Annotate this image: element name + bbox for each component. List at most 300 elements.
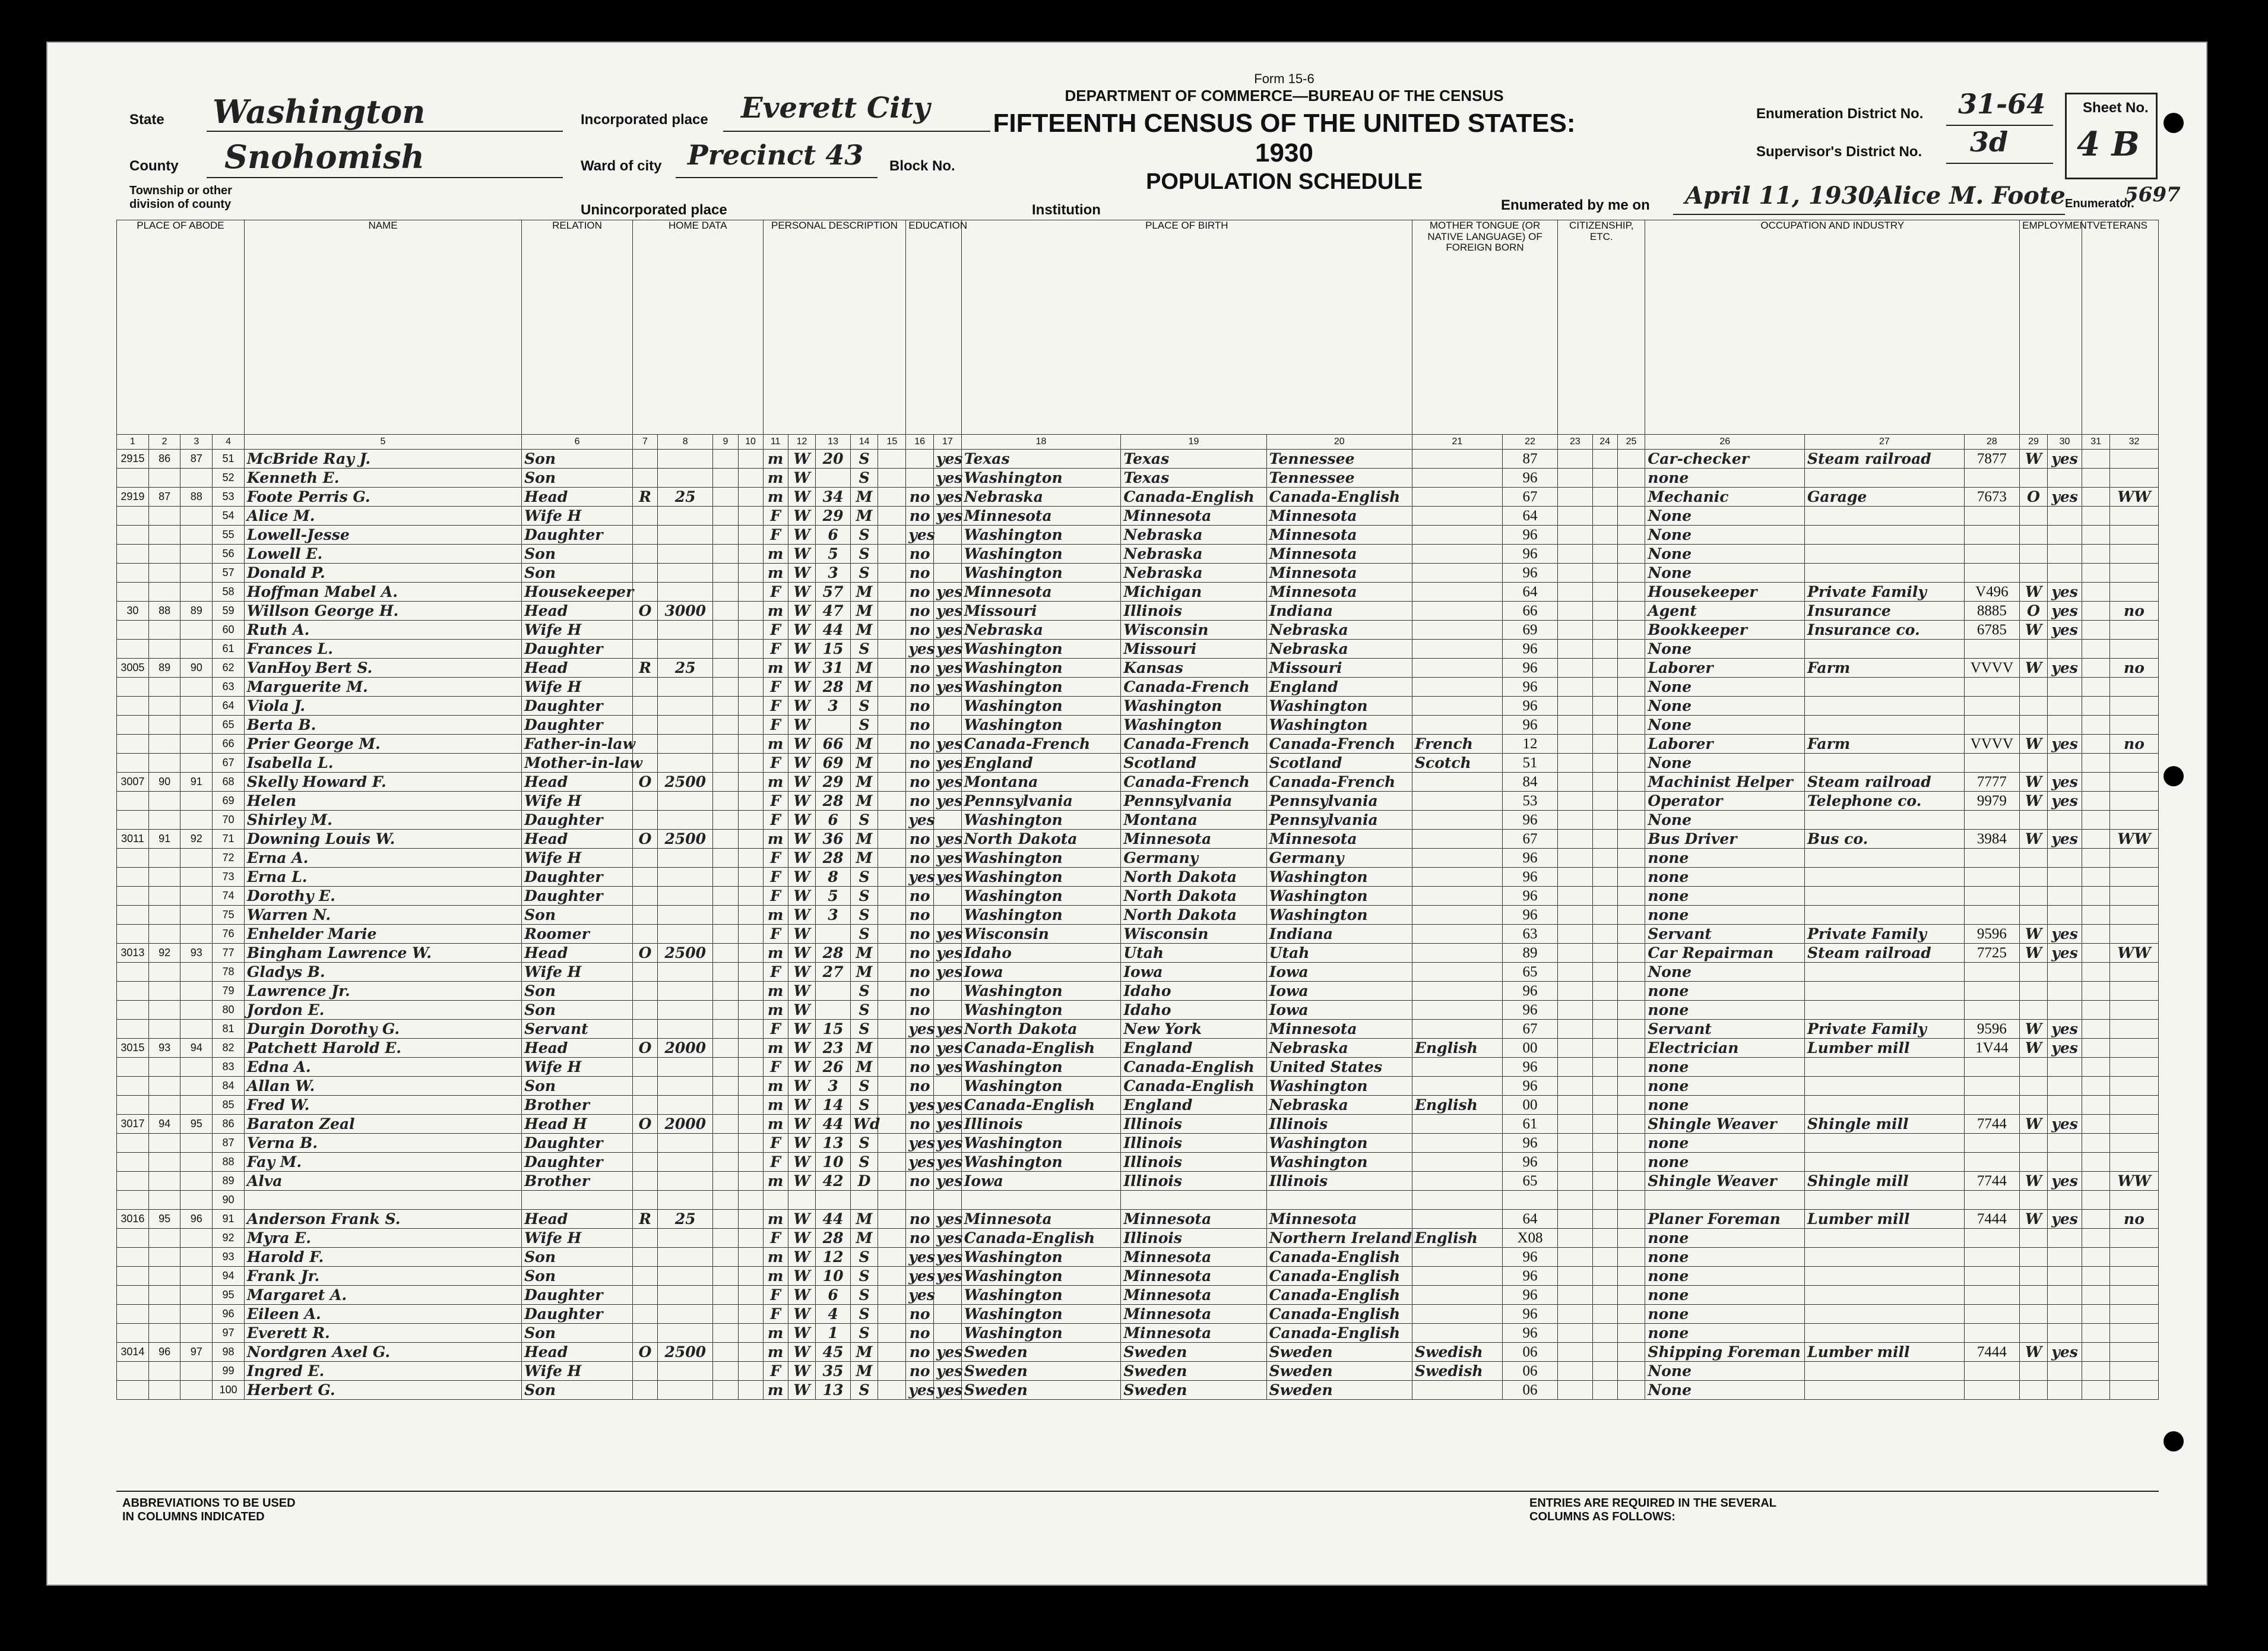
cell-empty: [1558, 1286, 1592, 1305]
cell-ind: Garage: [1805, 488, 1965, 507]
cell-street: [117, 697, 149, 716]
cell-empty: [2082, 868, 2110, 887]
cell-code: 96: [1502, 1267, 1557, 1286]
cell-dw: [148, 1020, 180, 1039]
cell-race: W: [788, 1229, 816, 1248]
cell-empty: [1592, 1134, 1617, 1153]
cell-mar: [850, 1191, 878, 1210]
cell-home: [632, 1172, 657, 1191]
cell-emp: yes: [2047, 1020, 2082, 1039]
cell-empty: [1592, 1381, 1617, 1400]
cell-dw: [148, 1286, 180, 1305]
cell-home: [632, 1134, 657, 1153]
cell-pb: Washington: [961, 1324, 1121, 1343]
table-row: [117, 1381, 2159, 1400]
cell-name: Downing Louis W.: [244, 830, 521, 849]
cell-home: [632, 450, 657, 469]
cell-ocode: [1964, 1058, 2019, 1077]
cell-emp: [2047, 716, 2082, 735]
cell-ind: Steam railroad: [1805, 944, 1965, 963]
cell-val: 2000: [658, 1039, 713, 1058]
cell-occ: none: [1645, 868, 1805, 887]
cell-sch: no: [906, 849, 934, 868]
cell-empty: [1617, 868, 1645, 887]
cell-ind: Private Family: [1805, 583, 1965, 602]
cell-age: 28: [816, 944, 850, 963]
cell-cls: [2020, 1267, 2048, 1286]
enumerated-line: [1673, 214, 2065, 215]
cell-empty: [2082, 811, 2110, 830]
cell-street: [117, 849, 149, 868]
cell-sch: yes: [906, 1020, 934, 1039]
table-row: [117, 1039, 2159, 1058]
cell-occ: Servant: [1645, 925, 1805, 944]
cell-dw: [148, 754, 180, 773]
township-label: Township or other division of county: [129, 184, 232, 211]
cell-val: [658, 678, 713, 697]
cell-mar: S: [850, 469, 878, 488]
cell-val: [658, 1153, 713, 1172]
cell-rel: Wife H: [522, 849, 633, 868]
cell-street: [117, 545, 149, 564]
cell-empty: [2082, 488, 2110, 507]
cell-pb: Canada-French: [961, 735, 1121, 754]
cell-occ: None: [1645, 526, 1805, 545]
cell-race: W: [788, 925, 816, 944]
cell-empty: [2082, 849, 2110, 868]
cell-street: [117, 735, 149, 754]
incorporated-line: [723, 131, 990, 132]
cell-code: 84: [1502, 773, 1557, 792]
cell-pb: Washington: [961, 1058, 1121, 1077]
education-header: EDUCATION: [906, 220, 961, 435]
cell-sch: no: [906, 792, 934, 811]
cell-sex: m: [763, 830, 788, 849]
cell-read: [933, 1077, 961, 1096]
cell-read: [933, 811, 961, 830]
cell-val: 2000: [658, 1115, 713, 1134]
cell-name: Willson George H.: [244, 602, 521, 621]
cell-code: 96: [1502, 1286, 1557, 1305]
cell-empty: [738, 735, 763, 754]
cell-name: Everett R.: [244, 1324, 521, 1343]
cell-tongue: [1412, 1134, 1502, 1153]
cell-empty: [2082, 697, 2110, 716]
cell-occ: Shingle Weaver: [1645, 1172, 1805, 1191]
cell-empty: [738, 1248, 763, 1267]
cell-empty: [1617, 792, 1645, 811]
cell-mar: M: [850, 488, 878, 507]
cell-race: W: [788, 697, 816, 716]
cell-name: Skelly Howard F.: [244, 773, 521, 792]
cell-race: W: [788, 1286, 816, 1305]
cell-empty: [738, 640, 763, 659]
cell-empty: [713, 811, 738, 830]
cell-pb: Canada-English: [961, 1096, 1121, 1115]
cell-empty: [878, 1020, 906, 1039]
cell-vet: [2109, 526, 2158, 545]
cell-empty: [1558, 1191, 1592, 1210]
cell-empty: [1592, 640, 1617, 659]
cell-mar: S: [850, 1381, 878, 1400]
table-row: [117, 906, 2159, 925]
cell-ind: [1805, 1229, 1965, 1248]
cell-street: [117, 564, 149, 583]
cell-vet: [2109, 697, 2158, 716]
cell-sch: no: [906, 1172, 934, 1191]
cell-home: [632, 963, 657, 982]
cell-mb: Iowa: [1266, 1001, 1412, 1020]
cell-street: [117, 1153, 149, 1172]
cell-empty: [1617, 640, 1645, 659]
cell-sex: F: [763, 754, 788, 773]
cell-empty: [2082, 602, 2110, 621]
cell-age: 8: [816, 868, 850, 887]
cell-sch: no: [906, 564, 934, 583]
cell-dw: [148, 735, 180, 754]
cell-empty: [1558, 849, 1592, 868]
cell-mar: M: [850, 602, 878, 621]
cell-emp: [2047, 1286, 2082, 1305]
cell-read: yes: [933, 925, 961, 944]
cell-fb: Nebraska: [1121, 564, 1266, 583]
cell-cls: W: [2020, 1020, 2048, 1039]
cell-sex: m: [763, 1343, 788, 1362]
cell-fam: 93: [180, 944, 213, 963]
cell-n: 95: [213, 1286, 245, 1305]
cell-empty: [1558, 507, 1592, 526]
cell-empty: [2082, 754, 2110, 773]
cell-empty: [738, 1077, 763, 1096]
cell-val: 2500: [658, 830, 713, 849]
cell-race: W: [788, 1020, 816, 1039]
cell-race: W: [788, 1343, 816, 1362]
cell-read: yes: [933, 754, 961, 773]
cell-fam: [180, 963, 213, 982]
cell-val: [658, 526, 713, 545]
cell-empty: [713, 792, 738, 811]
cell-sch: no: [906, 982, 934, 1001]
cell-fam: [180, 1381, 213, 1400]
cell-empty: [2082, 1362, 2110, 1381]
cell-sch: [906, 1191, 934, 1210]
cell-sex: m: [763, 1267, 788, 1286]
cell-sex: m: [763, 982, 788, 1001]
cell-sch: no: [906, 1343, 934, 1362]
cell-empty: [1592, 488, 1617, 507]
cell-empty: [1617, 1172, 1645, 1191]
cell-pb: Washington: [961, 659, 1121, 678]
cell-pb: North Dakota: [961, 1020, 1121, 1039]
cell-emp: yes: [2047, 1039, 2082, 1058]
cell-ind: [1805, 906, 1965, 925]
column-number: 31: [2082, 435, 2110, 450]
cell-age: 44: [816, 1115, 850, 1134]
cell-code: 96: [1502, 1324, 1557, 1343]
cell-n: 91: [213, 1210, 245, 1229]
cell-empty: [1558, 621, 1592, 640]
cell-empty: [1617, 583, 1645, 602]
cell-code: 96: [1502, 849, 1557, 868]
cell-emp: [2047, 1324, 2082, 1343]
cell-age: 45: [816, 1343, 850, 1362]
cell-sch: no: [906, 906, 934, 925]
cell-fam: [180, 849, 213, 868]
table-row: [117, 1153, 2159, 1172]
cell-n: 72: [213, 849, 245, 868]
cell-empty: [713, 1362, 738, 1381]
column-number: 12: [788, 435, 816, 450]
table-row: [117, 830, 2159, 849]
cell-empty: [1617, 887, 1645, 906]
cell-empty: [1592, 602, 1617, 621]
cell-emp: [2047, 1362, 2082, 1381]
veterans-header: VETERANS: [2082, 220, 2159, 435]
cell-vet: [2109, 678, 2158, 697]
cell-empty: [713, 887, 738, 906]
cell-rel: Son: [522, 1267, 633, 1286]
cell-name: Gladys B.: [244, 963, 521, 982]
cell-empty: [878, 1286, 906, 1305]
cell-pb: England: [961, 754, 1121, 773]
table-row: [117, 1096, 2159, 1115]
cell-dw: 96: [148, 1343, 180, 1362]
cell-empty: [2082, 944, 2110, 963]
cell-mb: Missouri: [1266, 659, 1412, 678]
cell-age: 29: [816, 507, 850, 526]
cell-ind: Shingle mill: [1805, 1115, 1965, 1134]
cell-mb: Canada-English: [1266, 1305, 1412, 1324]
cell-read: [933, 1305, 961, 1324]
cell-pb: Washington: [961, 887, 1121, 906]
cell-code: 65: [1502, 1172, 1557, 1191]
cell-ocode: [1964, 1191, 2019, 1210]
cell-cls: W: [2020, 583, 2048, 602]
cell-race: W: [788, 1305, 816, 1324]
cell-ocode: [1964, 887, 2019, 906]
cell-mar: M: [850, 1229, 878, 1248]
cell-sch: yes: [906, 1134, 934, 1153]
cell-read: yes: [933, 830, 961, 849]
cell-dw: [148, 1153, 180, 1172]
cell-cls: W: [2020, 735, 2048, 754]
cell-rel: Daughter: [522, 1305, 633, 1324]
cell-tongue: [1412, 1001, 1502, 1020]
binder-hole: [2164, 113, 2184, 133]
cell-race: W: [788, 754, 816, 773]
cell-empty: [878, 526, 906, 545]
table-row: [117, 1248, 2159, 1267]
cell-fb: North Dakota: [1121, 887, 1266, 906]
cell-cls: [2020, 754, 2048, 773]
cell-empty: [1617, 716, 1645, 735]
cell-empty: [713, 526, 738, 545]
cell-race: W: [788, 735, 816, 754]
cell-rel: Head: [522, 1210, 633, 1229]
column-number: 5: [244, 435, 521, 450]
cell-mar: M: [850, 849, 878, 868]
cell-mar: S: [850, 1077, 878, 1096]
cell-n: 66: [213, 735, 245, 754]
cell-sex: m: [763, 602, 788, 621]
cell-empty: [2082, 963, 2110, 982]
cell-n: 53: [213, 488, 245, 507]
cell-empty: [1558, 1210, 1592, 1229]
cell-vet: [2109, 906, 2158, 925]
cell-empty: [1592, 1096, 1617, 1115]
cell-tongue: [1412, 640, 1502, 659]
cell-vet: no: [2109, 602, 2158, 621]
unincorporated-label: Unincorporated place: [581, 202, 727, 218]
cell-mar: M: [850, 507, 878, 526]
cell-empty: [1617, 1020, 1645, 1039]
column-number: 29: [2020, 435, 2048, 450]
cell-empty: [1558, 792, 1592, 811]
cell-empty: [1558, 526, 1592, 545]
cell-mar: M: [850, 1039, 878, 1058]
cell-race: W: [788, 1039, 816, 1058]
cell-read: yes: [933, 773, 961, 792]
cell-mb: Minnesota: [1266, 583, 1412, 602]
cell-empty: [713, 545, 738, 564]
cell-empty: [713, 469, 738, 488]
cell-empty: [713, 1058, 738, 1077]
cell-occ: Shipping Foreman: [1645, 1343, 1805, 1362]
column-number: 20: [1266, 435, 1412, 450]
cell-name: Durgin Dorothy G.: [244, 1020, 521, 1039]
cell-cls: W: [2020, 944, 2048, 963]
cell-code: 66: [1502, 602, 1557, 621]
cell-empty: [878, 621, 906, 640]
table-row: [117, 640, 2159, 659]
cell-home: O: [632, 1343, 657, 1362]
cell-n: 55: [213, 526, 245, 545]
cell-empty: [1592, 735, 1617, 754]
cell-rel: Head: [522, 659, 633, 678]
cell-ocode: 7673: [1964, 488, 2019, 507]
cell-tongue: Swedish: [1412, 1362, 1502, 1381]
cell-home: [632, 1286, 657, 1305]
cell-sex: F: [763, 868, 788, 887]
cell-empty: [738, 1153, 763, 1172]
cell-home: [632, 1096, 657, 1115]
cell-ocode: VVVV: [1964, 659, 2019, 678]
cell-sex: F: [763, 811, 788, 830]
cell-empty: [713, 735, 738, 754]
cell-mar: S: [850, 1153, 878, 1172]
cell-emp: yes: [2047, 1115, 2082, 1134]
cell-empty: [878, 583, 906, 602]
cell-sex: m: [763, 488, 788, 507]
cell-empty: [878, 1248, 906, 1267]
cell-name: Hoffman Mabel A.: [244, 583, 521, 602]
cell-ind: [1805, 1153, 1965, 1172]
cell-sch: [906, 469, 934, 488]
cell-pb: Washington: [961, 1134, 1121, 1153]
cell-age: 27: [816, 963, 850, 982]
cell-mb: Canada-English: [1266, 1286, 1412, 1305]
cell-ocode: 7744: [1964, 1172, 2019, 1191]
cell-mar: M: [850, 659, 878, 678]
cell-dw: [148, 545, 180, 564]
cell-emp: [2047, 1153, 2082, 1172]
cell-race: W: [788, 1172, 816, 1191]
cell-street: 3015: [117, 1039, 149, 1058]
cell-occ: Electrician: [1645, 1039, 1805, 1058]
form-number: Form 15-6: [1254, 71, 1314, 86]
cell-street: [117, 469, 149, 488]
cell-empty: [738, 1343, 763, 1362]
cell-age: [816, 982, 850, 1001]
cell-tongue: [1412, 450, 1502, 469]
cell-empty: [878, 564, 906, 583]
cell-ocode: [1964, 754, 2019, 773]
cell-rel: Son: [522, 545, 633, 564]
cell-rel: Daughter: [522, 716, 633, 735]
cell-fam: 95: [180, 1115, 213, 1134]
cell-empty: [1558, 545, 1592, 564]
cell-name: Nordgren Axel G.: [244, 1343, 521, 1362]
cell-mar: S: [850, 887, 878, 906]
cell-home: [632, 469, 657, 488]
cell-occ: Bookkeeper: [1645, 621, 1805, 640]
cell-sch: [906, 450, 934, 469]
cell-tongue: [1412, 1191, 1502, 1210]
cell-n: 56: [213, 545, 245, 564]
cell-sex: m: [763, 1210, 788, 1229]
cell-dw: [148, 1096, 180, 1115]
cell-empty: [2082, 1077, 2110, 1096]
cell-empty: [878, 792, 906, 811]
cell-empty: [2082, 887, 2110, 906]
cell-empty: [1617, 602, 1645, 621]
cell-val: [658, 1191, 713, 1210]
ward-line: [676, 177, 878, 178]
cell-pb: Wisconsin: [961, 925, 1121, 944]
cell-val: [658, 735, 713, 754]
cell-rel: Son: [522, 450, 633, 469]
cell-empty: [1617, 811, 1645, 830]
cell-read: yes: [933, 450, 961, 469]
cell-fam: [180, 1267, 213, 1286]
cell-n: 82: [213, 1039, 245, 1058]
cell-tongue: [1412, 1267, 1502, 1286]
column-number: 22: [1502, 435, 1557, 450]
cell-vet: no: [2109, 1210, 2158, 1229]
cell-empty: [713, 488, 738, 507]
cell-empty: [878, 1039, 906, 1058]
cell-age: [816, 925, 850, 944]
cell-n: 76: [213, 925, 245, 944]
cell-home: [632, 792, 657, 811]
cell-sex: F: [763, 1020, 788, 1039]
cell-sex: m: [763, 564, 788, 583]
cell-mb: Tennessee: [1266, 469, 1412, 488]
census-title: FIFTEENTH CENSUS OF THE UNITED STATES: 1930: [993, 109, 1576, 167]
cell-mb: Minnesota: [1266, 1210, 1412, 1229]
cell-vet: [2109, 1343, 2158, 1362]
cell-pb: Iowa: [961, 963, 1121, 982]
cell-n: 69: [213, 792, 245, 811]
cell-val: [658, 1286, 713, 1305]
census-rows: [117, 450, 2159, 1400]
cell-sex: F: [763, 697, 788, 716]
cell-tongue: [1412, 1115, 1502, 1134]
table-row: [117, 925, 2159, 944]
cell-dw: [148, 1172, 180, 1191]
cell-street: [117, 1172, 149, 1191]
cell-tongue: [1412, 1381, 1502, 1400]
